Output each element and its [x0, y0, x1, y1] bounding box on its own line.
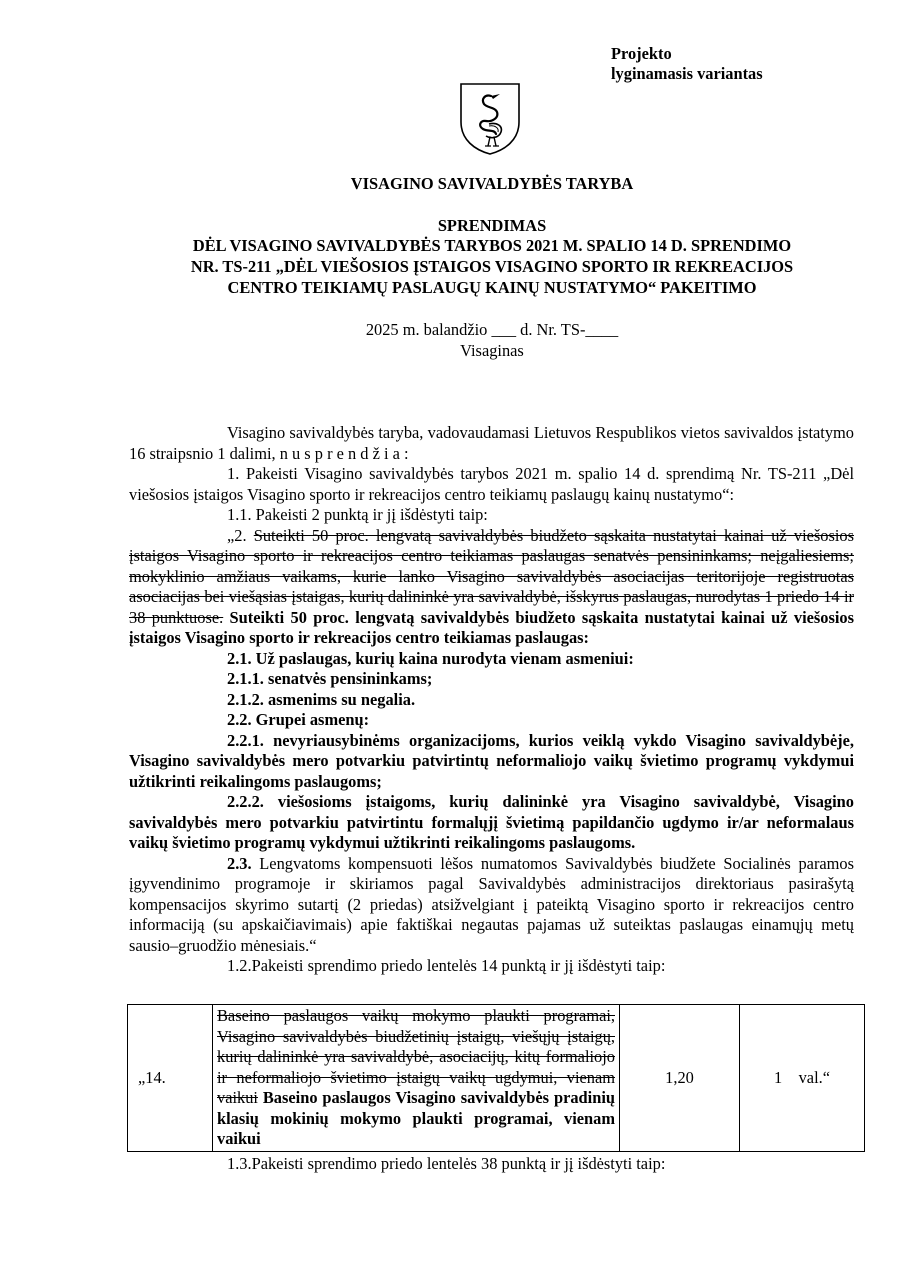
clause-2-3: 2.3. Lengvatoms kompensuoti lėšos numatomos Savivaldybės biudžete Socialinės paramos įgyvendinimo programoje ir skiriamos pagal Savivaldybės administracijos direktoriaus pasirašytą kompensacijos skyrimo sutartį (2 priedas) atsižvelgiant į pateiktą Visagino sporto ir rekreacijos centro informaciją (su apskaičiavimais) apie faktiškai negautas pajamas už suteiktas paslaugas einamųjų metų sausio–gruodžio mėnesiais.“: [129, 853, 854, 955]
price-table: [127, 1004, 865, 1152]
clause-1-3: 1.3.Pakeisti sprendimo priedo lentelės 38 punktą ir jį išdėstyti taip:: [227, 1154, 666, 1173]
intro-paragraph: Visagino savivaldybės taryba, vadovaudamasi Lietuvos Respublikos vietos savivaldos įstatymo 16 straipsnio 1 dalimi, n u s p r e n d ž i a :: [129, 423, 854, 463]
project-label-line1: Projekto: [611, 44, 672, 63]
visaginas-coat-of-arms-icon: [459, 82, 521, 156]
clause-2-1: 2.1. Už paslaugas, kurių kaina nurodyta vienam asmeniui:: [227, 648, 634, 668]
clause-2-2-2: 2.2.2. viešosioms įstaigoms, kurių dalininkė yra Visagino savivaldybė, Visagino savivaldybės mero potvarkiu patvirtintu formalųjį švietimą papildančio ugdymo ir/ar neformalaus vaikų švietimo programų vykdymui užtikrinti reikalingoms paslaugoms.: [129, 792, 854, 852]
document-title-line3: CENTRO TEIKIAMŲ PASLAUGŲ KAINŲ NUSTATYMO“ PAKEITIMO: [227, 278, 757, 297]
deleted-text: Suteikti 50 proc. lengvatą savivaldybės biudžeto sąskaita nustatytai kainai už viešosios įstaigos Visagino sporto ir rekreacijos centro teikiamas paslaugas senatvės pensininkams; neįgaliesiems; mokyklinio amžiaus vaikams, kurie lanko Visagino savivaldybės asociacijas teritorijoje registruotas asociacijas bei viešąsias įstaigas, kurių dalininkė yra savivaldybė, išskyrus paslaugas, nurodytas 1 priedo 14 ir 38 punktuose.: [129, 525, 854, 627]
clause-2: „2. Suteikti 50 proc. lengvatą savivaldybės biudžeto sąskaita nustatytai kainai už viešosios įstaigos Visagino sporto ir rekreacijos centro teikiamas paslaugas senatvės pensininkams; neįgaliesiems; mokyklinio amžiaus vaikams, kurie lanko Visagino savivaldybės asociacijas teritorijoje registruotas asociacijas bei viešąsias įstaigas, kurių dalininkė yra savivaldybė, išskyrus paslaugas, nurodytas 1 priedo 14 ir 38 punktuose. Suteikti 50 proc. lengvatą savivaldybės biudžeto sąskaita nustatytai kainai už viešosios įstaigos Visagino sporto ir rekreacijos centro teikiamas paslaugas:: [129, 525, 854, 647]
service-description-cell: [213, 1005, 620, 1152]
document-type: SPRENDIMAS: [437, 216, 547, 235]
unit-cell: 1 val.“: [740, 1005, 865, 1152]
clause-1-2: 1.2.Pakeisti sprendimo priedo lentelės 14 punktą ir jį išdėstyti taip:: [227, 956, 666, 975]
row-number-cell: „14.: [128, 1005, 213, 1152]
document-title-line2: NR. TS-211 „DĖL VIEŠOSIOS ĮSTAIGOS VISAGINO SPORTO IR REKREACIJOS: [190, 257, 794, 276]
document-title-line1: DĖL VISAGINO SAVIVALDYBĖS TARYBOS 2021 M. SPALIO 14 D. SPRENDIMO: [192, 236, 792, 255]
inserted-text: Suteikti 50 proc. lengvatą savivaldybės biudžeto sąskaita nustatytai kainai už viešosios įstaigos Visagino sporto ir rekreacijos centro teikiamas paslaugas:: [129, 607, 854, 647]
price-cell: 1,20: [620, 1005, 740, 1152]
clause-2-2: 2.2. Grupei asmenų:: [227, 710, 370, 729]
clause-2-2-1: 2.2.1. nevyriausybinėms organizacijoms, kurios veiklą vykdo Visagino savivaldybėje, Visagino savivaldybės mero potvarkiu patvirtintų neformaliojo vaikų švietimo programų vykdymui užtikrinti reikalingoms paslaugoms;: [129, 730, 854, 791]
inserted-text: Baseino paslaugos Visagino savivaldybės pradinių klasių mokinių mokymo plaukti programai, vienam vaikui: [217, 1088, 615, 1149]
clause-1: 1. Pakeisti Visagino savivaldybės tarybos 2021 m. spalio 14 d. sprendimą Nr. TS-211 „Dėl viešosios įstaigos Visagino sporto ir rekreacijos centro teikiamų paslaugų kainų nustatymo“:: [129, 464, 854, 504]
clause-1-1: 1.1. Pakeisti 2 punktą ir jį išdėstyti taip:: [227, 505, 488, 524]
project-label: [611, 44, 763, 84]
document-date: 2025 m. balandžio ___ d. Nr. TS-____: [365, 320, 619, 339]
clause-2-1-2: 2.1.2. asmenims su negalia.: [227, 689, 416, 709]
council-name: VISAGINO SAVIVALDYBĖS TARYBA: [350, 174, 634, 193]
decides-word: n u s p r e n d ž i a :: [279, 443, 409, 463]
project-label-line2: lyginamasis variantas: [611, 64, 763, 83]
table-row: [128, 1005, 865, 1152]
document-place: Visaginas: [460, 341, 524, 360]
clause-2-1-1: 2.1.1. senatvės pensininkams;: [227, 669, 433, 688]
document-body: [129, 423, 854, 977]
deleted-text: Baseino paslaugos vaikų mokymo plaukti programai, Visagino savivaldybės biudžetinių įstaigų, viešųjų įstaigų, kurių dalininkė yra savivaldybė, asociacijų, kitų formaliojo ir neformaliojo švietimo įstaigų vaikų ugdymui, vienam vaikui: [217, 1006, 615, 1108]
